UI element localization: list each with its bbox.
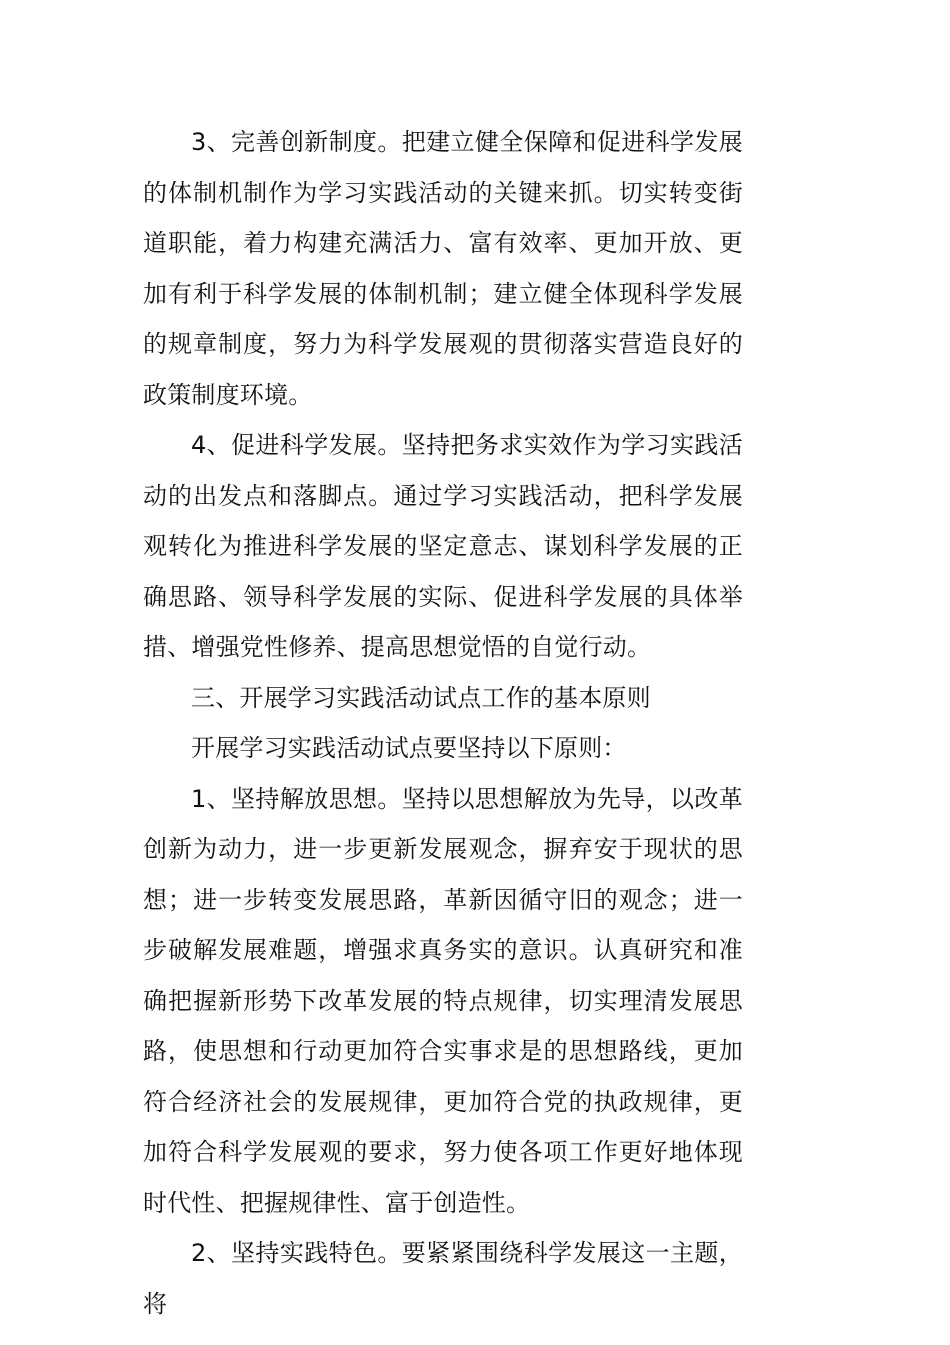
- paragraph-item-4: 4、促进科学发展。坚持把务求实效作为学习实践活动的出发点和落脚点。通过学习实践活动，把科学发展观转化为推进科学发展的坚定意志、谋划科学发展的正确思路、领导科学发展的实际、促进科学发展的具体举措、增强党性修养、提高思想觉悟的自觉行动。: [143, 431, 743, 661]
- document-body: [143, 117, 743, 1329]
- paragraph-principle-2: 2、坚持实践特色。要紧紧围绕科学发展这一主题，将: [143, 1239, 743, 1318]
- paragraph-intro-principles: 开展学习实践活动试点要坚持以下原则：: [191, 734, 627, 762]
- paragraph-principle-1: 1、坚持解放思想。坚持以思想解放为先导，以改革创新为动力，进一步更新发展观念，摒弃安于现状的思想；进一步转变发展思路，革新因循守旧的观念；进一步破解发展难题，增强求真务实的意识。认真研究和准确把握新形势下改革发展的特点规律，切实理清发展思路，使思想和行动更加符合实事求是的思想路线，更加符合经济社会的发展规律，更加符合党的执政规律，更加符合科学发展观的要求，努力使各项工作更好地体现时代性、把握规律性、富于创造性。: [143, 784, 743, 1217]
- section-heading-principles: 三、开展学习实践活动试点工作的基本原则: [191, 683, 651, 712]
- paragraph-item-3: 3、完善创新制度。把建立健全保障和促进科学发展的体制机制作为学习实践活动的关键来抓。切实转变街道职能，着力构建充满活力、富有效率、更加开放、更加有利于科学发展的体制机制；建立健全体现科学发展的规章制度，努力为科学发展观的贯彻落实营造良好的政策制度环境。: [143, 128, 743, 409]
